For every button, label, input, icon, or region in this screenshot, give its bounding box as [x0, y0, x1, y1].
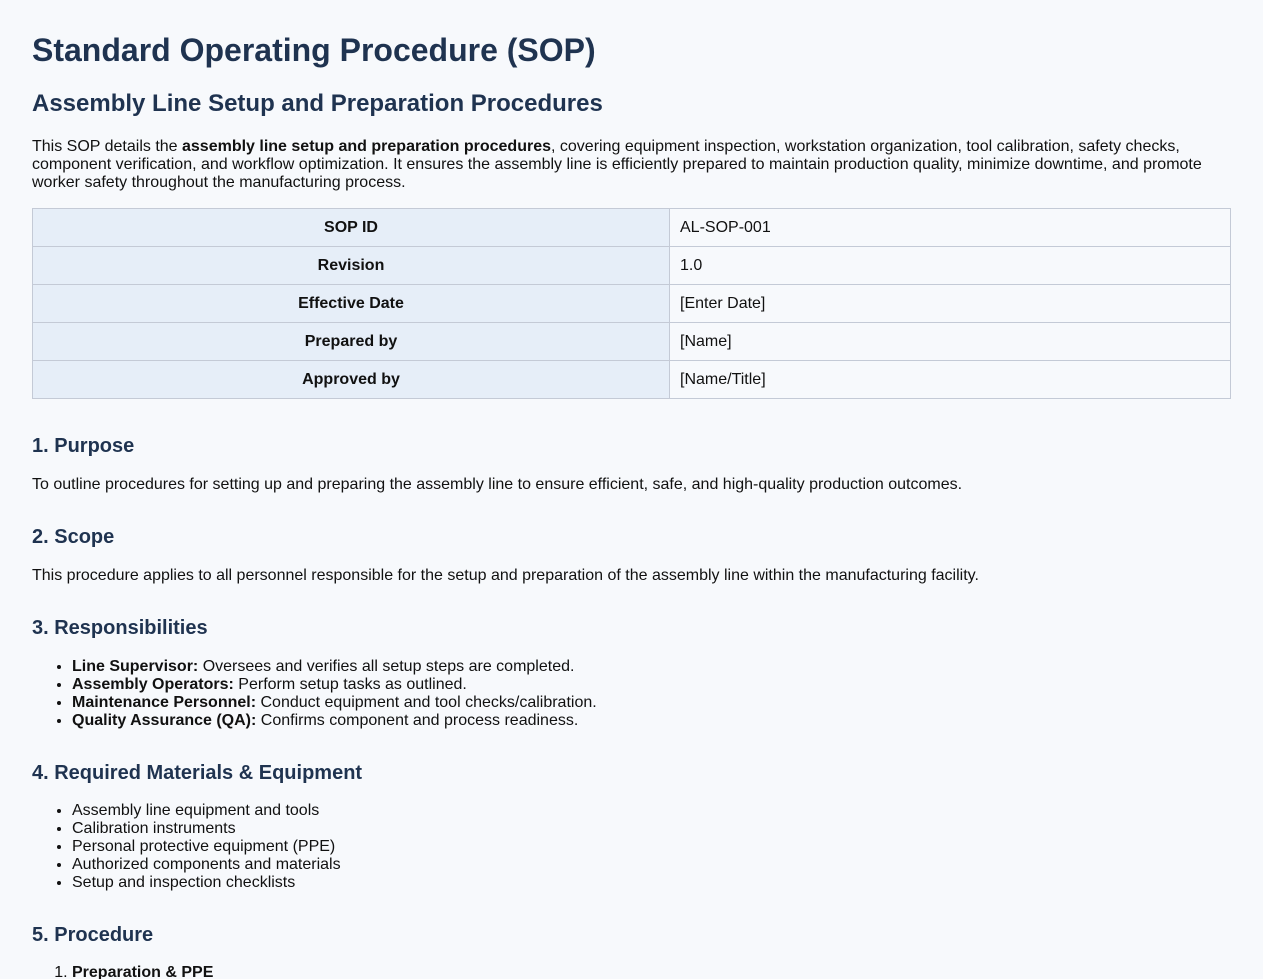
table-key-revision: Revision [33, 247, 670, 285]
materials-list [32, 802, 341, 892]
role-description: Conduct equipment and tool checks/calibration. [256, 694, 597, 711]
role-label: Quality Assurance (QA): [72, 712, 257, 729]
section-heading-responsibilities: 3. Responsibilities [32, 617, 208, 639]
list-item [72, 676, 597, 694]
role-label: Line Supervisor: [72, 658, 199, 675]
list-item: • Setup and inspection checklists [72, 874, 341, 892]
page-title: Standard Operating Procedure (SOP) [32, 32, 596, 68]
table-row [33, 209, 1231, 247]
list-item: • Calibration instruments [72, 820, 341, 838]
table-row [33, 361, 1231, 399]
intro-suffix: , covering equipment inspection, workstation organization, tool calibration, safety checks, component verification, and workflow optimization. It ensures the assembly line is efficiently prepared to maintain production quality, minimize downtime, and promote worker safety throughout the manufacturing process. [32, 138, 1202, 191]
table-key-sop-id: SOP ID [33, 209, 670, 247]
section-heading-procedure: 5. Procedure [32, 924, 154, 946]
table-value-effective-date: [Enter Date] [670, 285, 1231, 323]
role-description: Perform setup tasks as outlined. [233, 676, 467, 693]
section-heading-scope: 2. Scope [32, 526, 115, 548]
list-item [72, 694, 597, 712]
list-item [72, 964, 213, 979]
intro-bold: assembly line setup and preparation procedures [182, 138, 551, 155]
section-heading-purpose: 1. Purpose [32, 435, 135, 457]
role-description: Confirms component and process readiness. [256, 712, 579, 729]
role-label: Maintenance Personnel: [72, 694, 257, 711]
table-row [33, 247, 1231, 285]
list-item: • Personal protective equipment (PPE) [72, 838, 341, 856]
table-value-revision: 1.0 [670, 247, 1231, 285]
table-value-sop-id: AL-SOP-001 [670, 209, 1231, 247]
list-item [72, 658, 597, 676]
table-key-prepared-by: Prepared by [33, 323, 670, 361]
purpose-text: To outline procedures for setting up and preparing the assembly line to ensure efficient, safe, and high-quality production outcomes. [32, 476, 963, 493]
table-value-approved-by: [Name/Title] [670, 361, 1231, 399]
list-item: • Assembly line equipment and tools [72, 802, 341, 820]
intro-paragraph [32, 138, 1231, 192]
list-item: • Authorized components and materials [72, 856, 341, 874]
section-heading-materials: 4. Required Materials & Equipment [32, 762, 363, 784]
responsibilities-list [32, 658, 597, 730]
page-subtitle: Assembly Line Setup and Preparation Procedures [32, 90, 603, 117]
scope-text: This procedure applies to all personnel responsible for the setup and preparation of the assembly line within the manufacturing facility. [32, 567, 979, 584]
table-row [33, 323, 1231, 361]
role-description: Oversees and verifies all setup steps are completed. [198, 658, 575, 675]
list-item [72, 712, 597, 730]
table-key-approved-by: Approved by [33, 361, 670, 399]
procedure-step-title: Preparation & PPE [72, 964, 214, 979]
table-key-effective-date: Effective Date [33, 285, 670, 323]
sop-meta-table [32, 208, 1231, 399]
table-value-prepared-by: [Name] [670, 323, 1231, 361]
procedure-list [32, 964, 213, 979]
role-label: Assembly Operators: [72, 676, 234, 693]
intro-prefix: This SOP details the [32, 138, 182, 155]
table-row [33, 285, 1231, 323]
